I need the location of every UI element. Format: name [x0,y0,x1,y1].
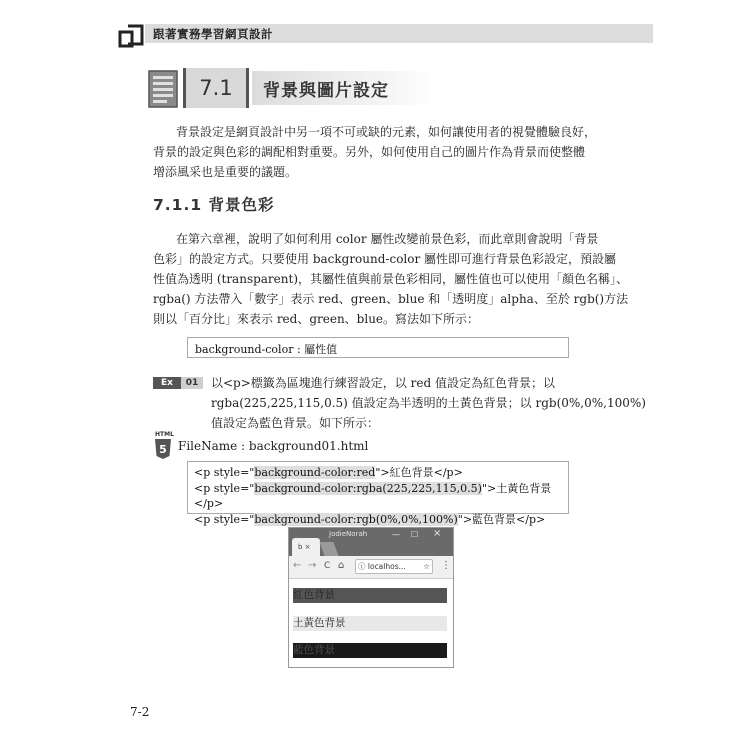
page-number: 7-2 [130,705,150,719]
code-line: <p style="background-color:rgba(225,225,115,0.5)">土黃色背景</p> [194,481,552,510]
body-line-3: 性值為透明 (transparent)，其屬性值與前景色彩相同，屬性值也可以使用「顏色名稱」、 [153,272,629,286]
svg-text:5: 5 [159,443,167,456]
body-line-4: rgba() 方法帶入「數字」表示 red、green、blue 和「透明度」alpha、至於 rgb()方法 [153,292,629,306]
body-line-2: 色彩」的設定方式。只要使用 background-color 屬性即可進行背景色彩設定，預設屬 [153,252,617,266]
window-title: JodieNorah [329,530,368,538]
document-icon [148,70,178,108]
body-line-1: 在第六章裡，說明了如何利用 color 屬性改變前景色彩，而此章則會說明「背景 [176,232,599,246]
new-tab-button[interactable] [319,542,338,556]
intro-line-1: 背景設定是網頁設計中另一項不可或缺的元素，如何讓使用者的視覺體驗良好， [176,125,597,139]
html-label: HTML [155,431,174,438]
example-line-2: rgba(225,225,115,0.5) 值設定為半透明的土黃色背景；以 rgb(0%,0%,100%) [211,396,646,410]
example-number: 01 [181,377,203,389]
home-icon[interactable]: ⌂ [338,560,345,571]
book-title: 跟著實務學習網頁設計 [153,27,273,41]
maximize-icon[interactable]: ☐ [411,530,419,539]
syntax-text: background-color : 屬性值 [195,343,338,356]
browser-titlebar [289,528,453,556]
subsection-heading: 7.1.1 背景色彩 [153,196,275,214]
example-line-1: 以<p>標籤為區塊進行練習設定，以 red 值設定為紅色背景；以 [211,376,555,390]
code-line: <p style="background-color:red">紅色背景</p> [194,466,463,479]
info-icon: ⓘ [358,562,366,571]
demo-paragraph-red: 紅色背景 [293,588,447,603]
browser-window [288,527,454,668]
html5-shield-icon [154,439,172,459]
file-name: FileName : background01.html [178,439,369,453]
syntax-box [187,337,569,358]
address-text: localhos... [367,562,406,571]
address-toolbar [289,556,453,579]
code-box [187,461,569,526]
tab-label: b × [298,543,311,551]
intro-line-3: 增添風采也是重要的議題。 [153,165,298,179]
section-number-box [183,68,249,108]
demo-paragraph-blue: 藍色背景 [293,643,447,658]
intro-line-2: 背景的設定與色彩的調配相對重要。另外，如何使用自己的圖片作為背景而使整體 [153,145,586,159]
body-line-5: 則以「百分比」來表示 red、green、blue。寫法如下所示： [153,312,480,326]
browser-tab[interactable] [292,538,320,556]
forward-icon[interactable]: → [308,560,317,571]
section-number: 7.1 [199,76,233,100]
back-icon[interactable]: ← [293,560,302,571]
demo-paragraph-yellow: 土黃色背景 [293,616,447,631]
close-icon[interactable]: × [433,528,442,539]
chapter-bracket-icon [118,24,144,48]
code-line: <p style="background-color:rgb(0%,0%,100%)">藍色背景</p> [194,512,546,526]
example-line-3: 值設定為藍色背景。如下所示： [211,416,380,430]
minimize-icon[interactable]: — [392,530,400,539]
reload-icon[interactable]: C [324,561,331,571]
example-badge: Ex [153,377,181,389]
address-bar[interactable] [355,559,433,574]
menu-icon[interactable]: ⋮ [441,560,451,571]
bookmark-star-icon[interactable]: ☆ [423,562,430,571]
section-title: 背景與圖片設定 [263,81,389,101]
